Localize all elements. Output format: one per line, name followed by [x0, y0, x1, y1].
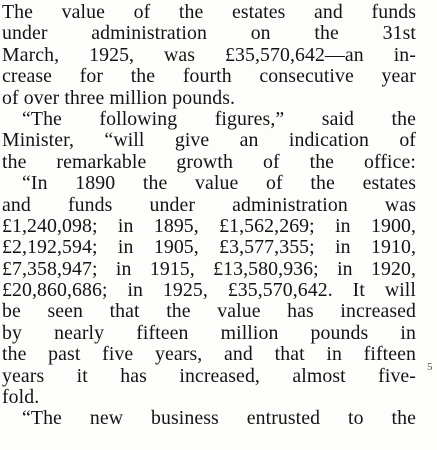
- article-line: “The following figures,” said the: [22, 107, 416, 130]
- article-line: Minister, “will give an indication of: [2, 129, 416, 152]
- margin-mark: 5: [427, 361, 433, 373]
- article-line: £20,860,686; in 1925, £35,570,642. It will: [2, 279, 416, 302]
- article-line: the past five years, and that in fifteen: [2, 343, 416, 366]
- article-line: The value of the estates and funds: [2, 1, 416, 23]
- article-line: and funds under administration was: [2, 193, 416, 216]
- article-line: £7,358,947; in 1915, £13,580,936; in 1920,: [2, 257, 416, 280]
- article-line: the remarkable growth of the office:: [2, 150, 416, 173]
- article-line: years it has increased, almost five-: [2, 364, 416, 387]
- article-column: [2, 2, 416, 430]
- article-line: fold.: [2, 386, 40, 409]
- article-line: under administration on the 31st: [2, 22, 416, 45]
- article-line: £1,240,098; in 1895, £1,562,269; in 1900,: [2, 214, 416, 237]
- article-line: “The new business entrusted to the: [22, 407, 416, 430]
- article-line: £2,192,594; in 1905, £3,577,355; in 1910,: [2, 236, 416, 259]
- article-line: of over three million pounds.: [2, 86, 236, 109]
- article-line: crease for the fourth consecutive year: [2, 65, 416, 88]
- article-line: by nearly fifteen million pounds in: [2, 321, 416, 344]
- article-line: be seen that the value has increased: [2, 300, 416, 323]
- article-line: “In 1890 the value of the estates: [22, 172, 416, 195]
- article-line: March, 1925, was £35,570,642—an in-: [2, 43, 416, 66]
